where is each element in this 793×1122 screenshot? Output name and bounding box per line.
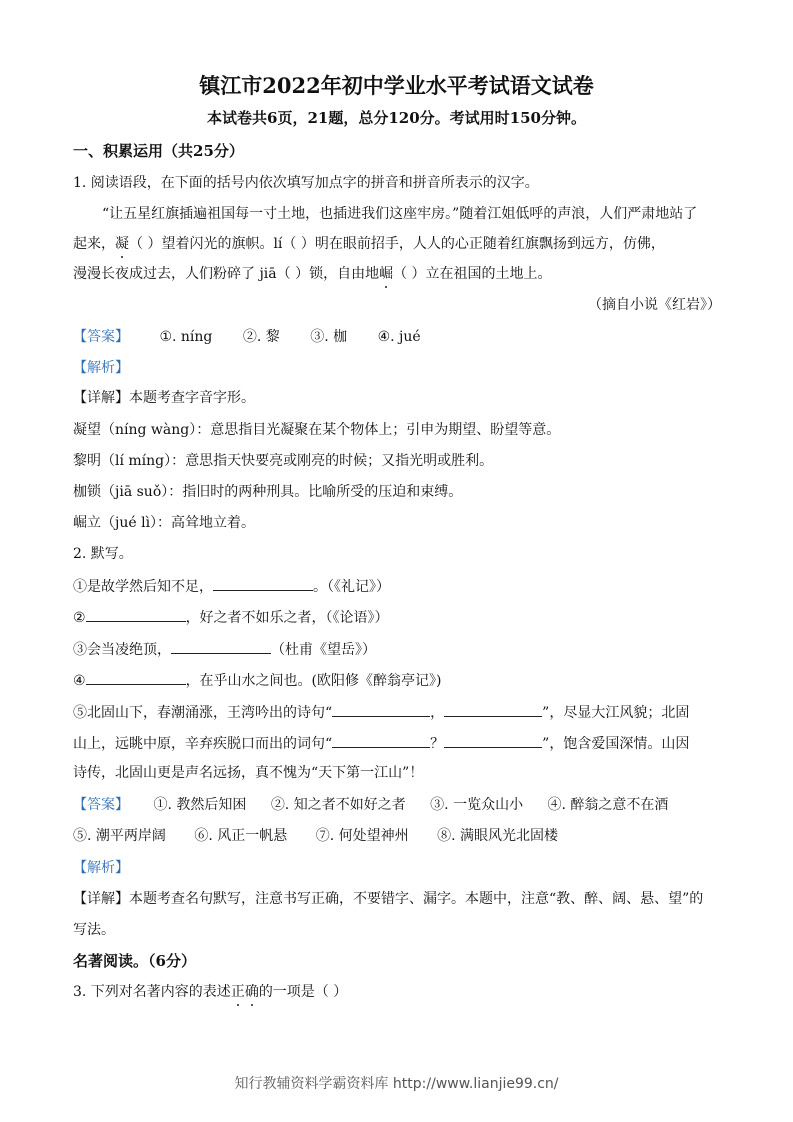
line-text: （杜甫《望岳》） — [271, 642, 376, 658]
fill-blank[interactable] — [86, 670, 186, 685]
line-text: ⑤北固山下，春潮涌涨，王湾吟出的诗句“ — [73, 705, 333, 721]
analysis-label: 【解析】 — [73, 860, 129, 876]
answer-item: ④. jué — [377, 329, 421, 345]
fill-blank[interactable] — [444, 733, 542, 748]
fill-blank[interactable] — [444, 702, 542, 717]
line-text: 的一项是（ ） — [258, 984, 348, 1000]
question-stem: 2. 默写。 — [73, 546, 133, 562]
answer-item: ①. 教然后知困 — [153, 797, 247, 813]
detail-text: 崛立（jué lì）：高耸地立着。 — [73, 515, 256, 531]
passage-source: （摘自小说《红岩》） — [588, 297, 721, 313]
answer-line — [73, 328, 421, 346]
question-stem: 1. 阅读语段，在下面的括号内依次填写加点字的拼音和拼音所表示的汉字。 — [73, 175, 539, 191]
dotted-character: 正 — [230, 984, 245, 1000]
line-text: ，在乎山水之间也。(欧阳修《醉翁亭记》) — [185, 673, 442, 689]
line-text: ③会当凌绝顶， — [73, 642, 171, 658]
answer-item: ①. níng — [159, 329, 213, 345]
line-text: ？ — [430, 736, 445, 752]
passage-text: 起来， — [73, 236, 115, 252]
analysis-label: 【解析】 — [73, 360, 129, 376]
dotted-character: 崛 — [379, 266, 394, 282]
passage-line — [73, 265, 552, 283]
answer-item: ⑦. 何处望神州 — [315, 828, 409, 844]
detail-text: 凝望（níng wàng）：意思指目光凝聚在某个物体上；引申为期望、盼望等意。 — [73, 422, 561, 438]
line-text: ， — [430, 705, 445, 721]
answer-item: ⑤. 潮平两岸阔 — [73, 828, 166, 844]
recitation-line — [73, 576, 390, 596]
line-text: ”，饱含爱国深情。山因 — [542, 736, 690, 752]
recitation-line — [73, 670, 442, 690]
question-stem — [73, 983, 347, 1001]
answer-label: 【答案】 — [73, 329, 129, 345]
dotted-character: 凝 — [115, 236, 129, 252]
page-title: 镇江市2022年初中学业水平考试语文试卷 — [199, 73, 594, 98]
recitation-line: 诗传，北固山更是声名远扬，真不愧为“天下第一江山”！ — [73, 765, 424, 781]
line-text: ，好之者不如乐之者，（《论语》） — [185, 610, 389, 626]
answer-item: ⑥. 风正一帆悬 — [194, 828, 288, 844]
detail-text: 【详解】本题考查名句默写，注意书写正确，不要错字、漏字。本题中，注意“教、醉、阔、悬、望”的 — [73, 891, 704, 907]
detail-text: 枷锁（jiā suǒ）：指旧时的两种刑具。比喻所受的压迫和束缚。 — [73, 484, 463, 500]
fill-blank[interactable] — [213, 576, 313, 591]
line-text: 山上，远眺中原，辛弃疾脱口而出的词句“ — [73, 736, 333, 752]
passage-text: （ ）立在祖国的土地上。 — [393, 266, 552, 282]
passage-text: （ ）望着闪光的旗帜。lí（ ）明在眼前招手，人人的心正随着红旗飘扬到远方，仿佛， — [129, 236, 665, 252]
passage-text: 漫漫长夜成过去，人们粉碎了 jiā（ ）锁，自由地 — [73, 266, 380, 282]
answer-item: ③. 一览众山小 — [430, 797, 524, 813]
page-footer-watermark: 知行教辅资料学霸资料库 http://www.lianjie99.cn/ — [234, 1076, 559, 1092]
section-heading: 名著阅读。（6分） — [73, 952, 196, 970]
section-heading: 一、积累运用（共25分） — [73, 142, 244, 160]
detail-text: 黎明（lí míng）：意思指天快要亮或刚亮的时候；又指光明或胜利。 — [73, 453, 494, 469]
line-text: 。（《礼记》） — [313, 579, 390, 595]
line-text: 3. 下列对名著内容的表述 — [73, 984, 231, 1000]
answer-item: ③. 枷 — [310, 329, 348, 345]
fill-blank[interactable] — [86, 607, 186, 622]
fill-blank[interactable] — [171, 639, 271, 654]
fill-blank[interactable] — [332, 702, 430, 717]
fill-blank[interactable] — [332, 733, 430, 748]
detail-text: 写法。 — [73, 922, 115, 938]
line-text: ② — [73, 610, 86, 626]
recitation-line — [73, 733, 689, 753]
passage-line — [73, 235, 665, 253]
answer-item: ②. 黎 — [242, 329, 280, 345]
recitation-line — [73, 639, 376, 659]
answer-item: ④. 醉翁之意不在酒 — [547, 797, 669, 813]
recitation-line — [73, 702, 689, 722]
answer-item: ②. 知之者不如好之者 — [270, 797, 406, 813]
line-text: ①是故学然后知不足， — [73, 579, 213, 595]
passage-line: “让五星红旗插遍祖国每一寸土地，也插进我们这座牢房。”随着江姐低呼的声浪，人们严肃地站了 — [102, 206, 698, 222]
answer-label: 【答案】 — [73, 797, 129, 813]
answer-line — [73, 827, 558, 845]
page-subtitle: 本试卷共6页，21题，总分120分。考试用时150分钟。 — [207, 109, 586, 127]
detail-text: 【详解】本题考查字音字形。 — [73, 390, 255, 406]
dotted-character: 确 — [244, 984, 259, 1000]
recitation-line — [73, 607, 389, 627]
line-text: ”，尽显大江风貌；北固 — [542, 705, 690, 721]
answer-line — [73, 796, 668, 814]
answer-item: ⑧. 满眼风光北固楼 — [437, 828, 558, 844]
line-text: ④ — [73, 673, 86, 689]
